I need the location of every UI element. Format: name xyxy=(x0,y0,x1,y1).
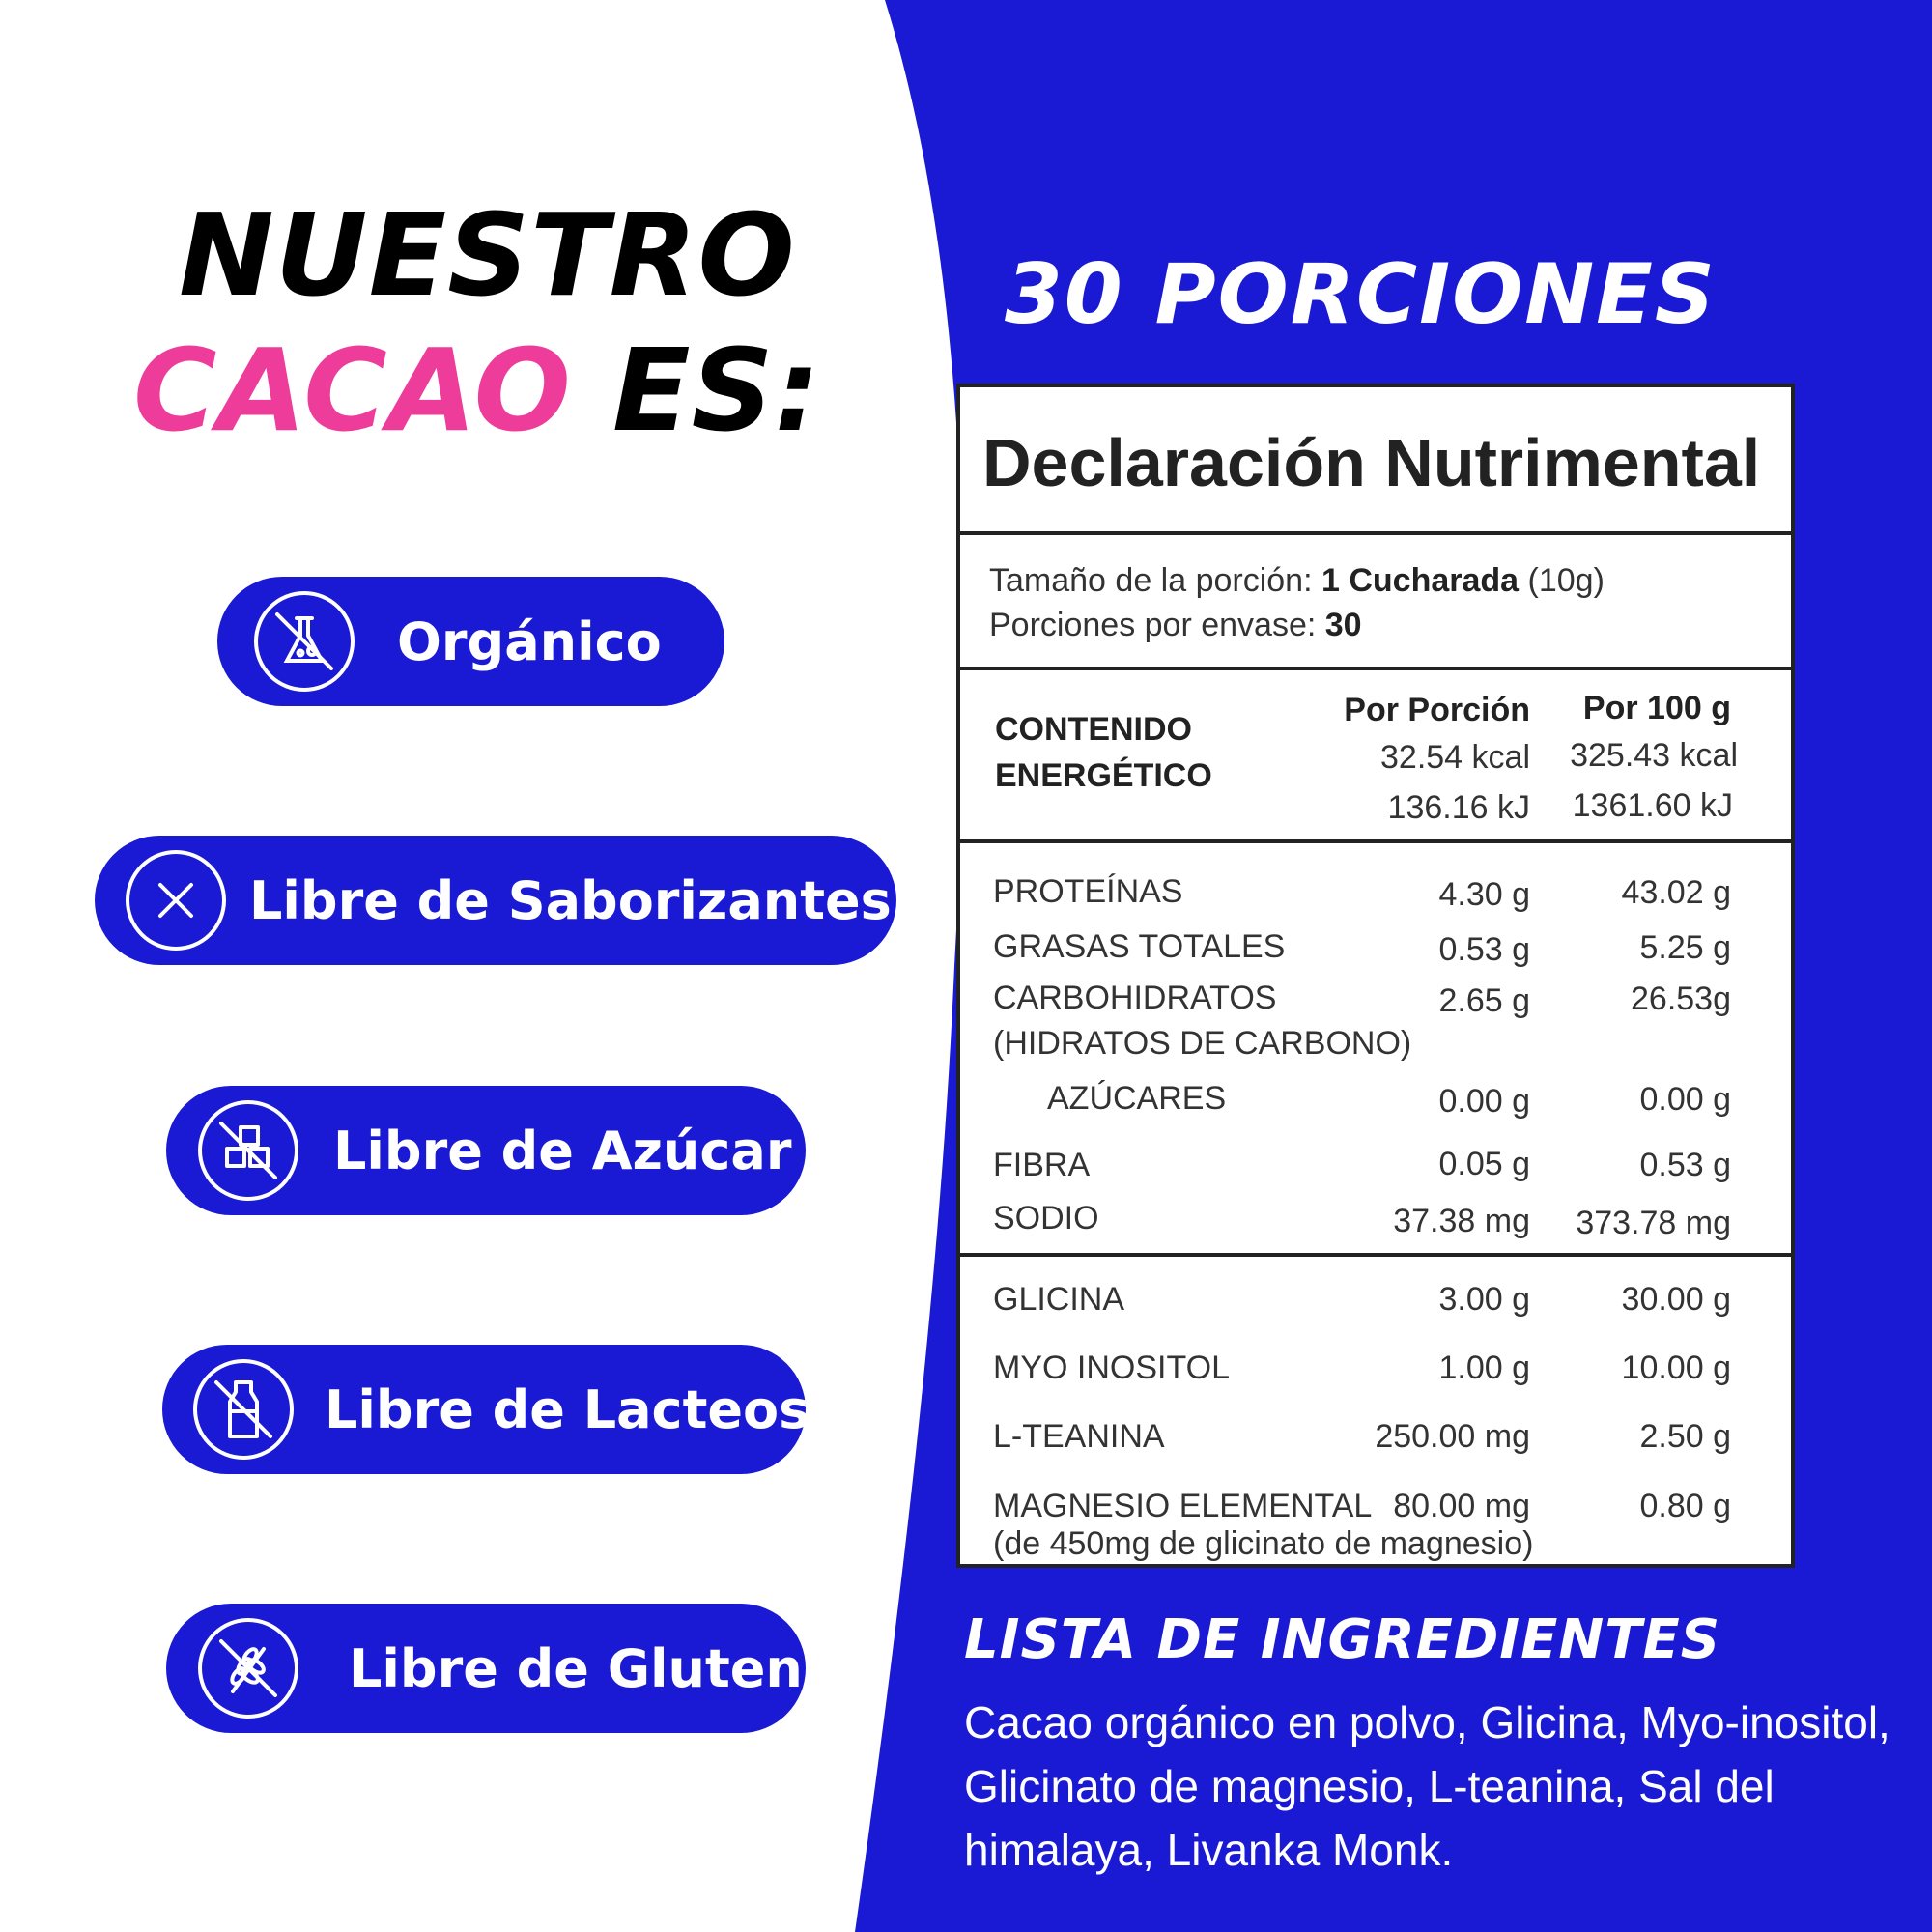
badge-libre-azucar xyxy=(166,1086,806,1215)
no-milk-bottle-icon xyxy=(193,1359,294,1460)
extra-per-100g: 10.00 g xyxy=(1621,1350,1731,1386)
nutrient-per-100g: 5.25 g xyxy=(1639,929,1731,966)
no-sugar-cubes-icon xyxy=(198,1100,298,1201)
badge-organico-label: Orgánico xyxy=(397,611,662,672)
divider xyxy=(960,531,1791,535)
nutrient-per-100g: 0.53 g xyxy=(1639,1147,1731,1183)
servings-title: 30 PORCIONES xyxy=(1005,246,1717,343)
magnesium-note: (de 450mg de glicinato de magnesio) xyxy=(993,1525,1534,1562)
col-header-per-serving: Por Porción xyxy=(1344,692,1530,728)
nutrition-table-title: Declaración Nutrimental xyxy=(982,425,1761,500)
nutrient-name: GRASAS TOTALES xyxy=(993,928,1286,965)
extra-per-serving: 1.00 g xyxy=(1438,1350,1530,1386)
x-circle-icon xyxy=(126,850,226,951)
nutrient-per-100g: 373.78 mg xyxy=(1576,1205,1731,1241)
heading-cacao-word: CACAO xyxy=(133,324,572,457)
extra-name: MAGNESIO ELEMENTAL xyxy=(993,1488,1373,1524)
servings-per-container-row: Porciones por envase: 30 xyxy=(989,607,1362,643)
nutrient-name: SODIO xyxy=(993,1200,1099,1236)
extra-per-100g: 30.00 g xyxy=(1621,1281,1731,1318)
no-chemicals-flask-icon xyxy=(254,591,355,692)
extra-name: GLICINA xyxy=(993,1281,1125,1318)
extra-per-serving: 80.00 mg xyxy=(1393,1488,1530,1524)
ingredients-title: LISTA DE INGREDIENTES xyxy=(964,1608,1721,1671)
nutrient-per-serving: 2.65 g xyxy=(1438,982,1530,1019)
nutrient-per-100g: 43.02 g xyxy=(1621,874,1731,911)
badge-libre-lacteos-label: Libre de Lacteos xyxy=(325,1378,810,1440)
heading-line-1: NUESTRO xyxy=(179,188,796,322)
kj-per-100g: 1361.60 kJ xyxy=(1572,787,1733,824)
badge-libre-lacteos xyxy=(162,1345,810,1474)
energy-label-line2: ENERGÉTICO xyxy=(995,757,1212,794)
badge-libre-gluten xyxy=(166,1604,806,1733)
kcal-per-100g: 325.43 kcal xyxy=(1570,737,1738,774)
extra-name: L-TEANINA xyxy=(993,1418,1165,1455)
extra-name: MYO INOSITOL xyxy=(993,1350,1230,1386)
nutrient-name: PROTEÍNAS xyxy=(993,873,1183,910)
serving-size-row: Tamaño de la porción: 1 Cucharada (10g) xyxy=(989,562,1605,599)
kcal-per-serving: 32.54 kcal xyxy=(1380,739,1530,776)
badge-libre-saborizantes-label: Libre de Saborizantes xyxy=(249,869,892,931)
divider xyxy=(960,1253,1791,1257)
heading-line-2 xyxy=(133,324,821,457)
ingredients-text: Cacao orgánico en polvo, Glicina, Myo-inositol, Glicinato de magnesio, L-teanina, Sal del himalaya, Livanka Monk. xyxy=(964,1697,1890,1875)
nutrient-per-serving: 37.38 mg xyxy=(1393,1203,1530,1239)
nutrient-name-sub: AZÚCARES xyxy=(1047,1080,1227,1117)
col-header-per-100g: Por 100 g xyxy=(1582,690,1731,726)
nutrition-table xyxy=(956,384,1795,1568)
nutrient-name: FIBRA xyxy=(993,1147,1091,1183)
badge-organico xyxy=(217,577,724,706)
kj-per-serving: 136.16 kJ xyxy=(1387,789,1530,826)
badge-libre-saborizantes xyxy=(95,836,896,965)
nutrient-per-serving: 4.30 g xyxy=(1438,876,1530,913)
extra-per-serving: 250.00 mg xyxy=(1375,1418,1530,1455)
badge-libre-gluten-label: Libre de Gluten xyxy=(349,1637,803,1699)
nutrient-name: (HIDRATOS DE CARBONO) xyxy=(993,1025,1412,1062)
nutrient-per-serving: 0.05 g xyxy=(1438,1146,1530,1182)
nutrient-name: CARBOHIDRATOS xyxy=(993,980,1277,1016)
nutrient-per-serving: 0.53 g xyxy=(1438,931,1530,968)
divider xyxy=(960,667,1791,670)
nutrient-per-100g: 0.00 g xyxy=(1639,1081,1731,1118)
extra-per-100g: 2.50 g xyxy=(1639,1418,1731,1455)
heading-es-word: ES: xyxy=(612,324,821,457)
nutrient-per-100g: 26.53g xyxy=(1631,980,1731,1017)
energy-label-line1: CONTENIDO xyxy=(995,711,1192,748)
no-wheat-icon xyxy=(198,1618,298,1719)
nutrient-per-serving: 0.00 g xyxy=(1438,1083,1530,1120)
extra-per-100g: 0.80 g xyxy=(1639,1488,1731,1524)
divider xyxy=(960,839,1791,843)
badge-libre-azucar-label: Libre de Azúcar xyxy=(333,1120,792,1181)
extra-per-serving: 3.00 g xyxy=(1438,1281,1530,1318)
